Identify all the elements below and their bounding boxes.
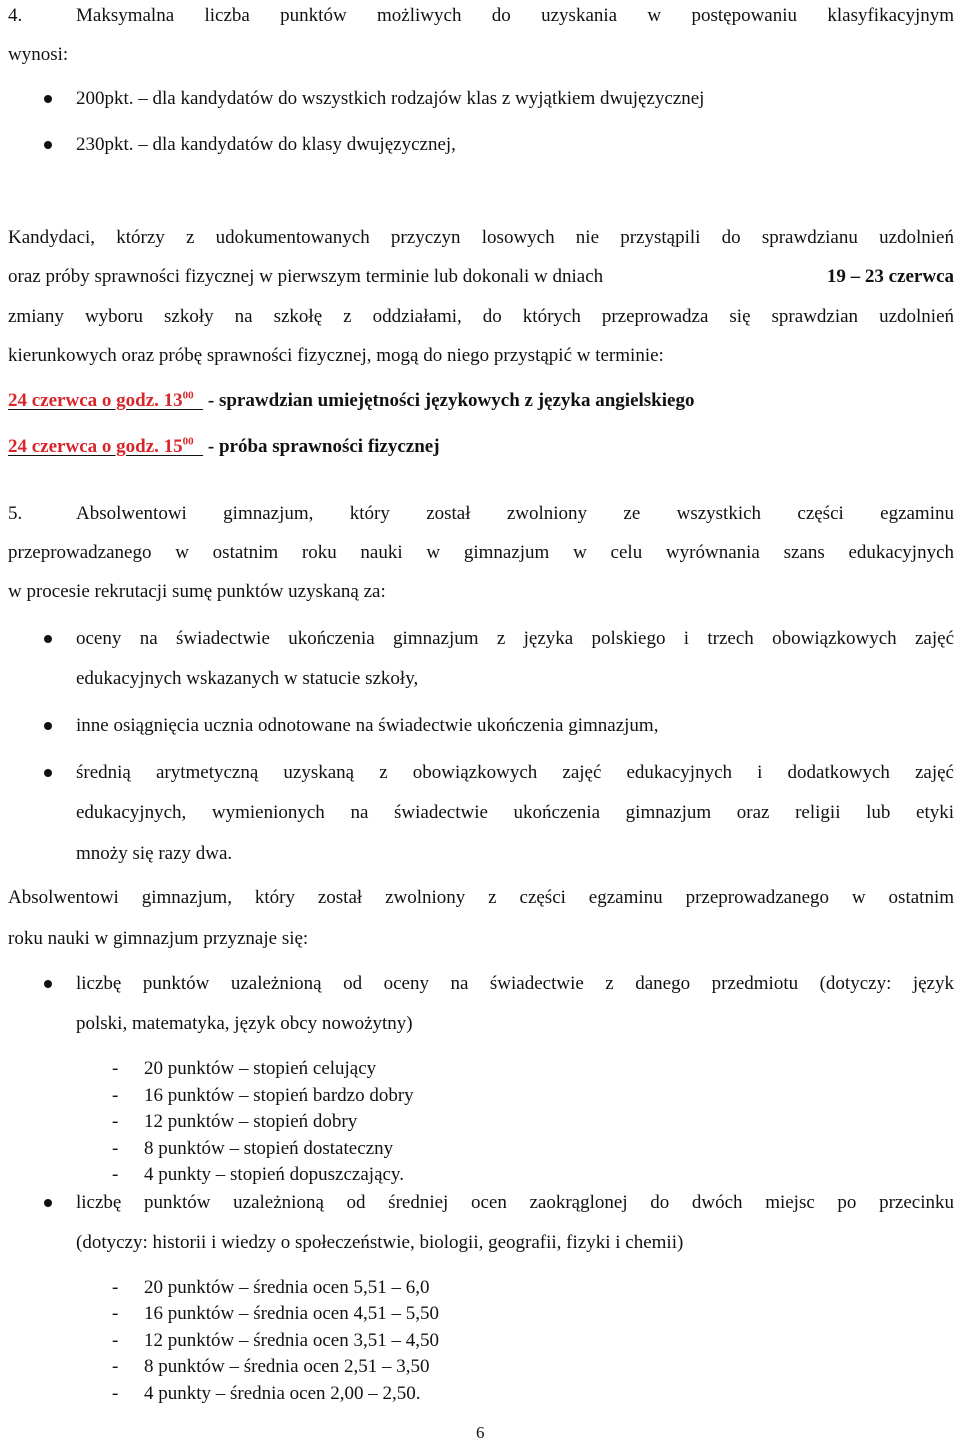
bullet-icon: [44, 769, 52, 777]
average-item-1: 20 punktów – średnia ocen 5,51 – 6,0: [144, 1277, 430, 1298]
section-5-number: 5.: [8, 503, 23, 524]
average-item-4: 8 punktów – średnia ocen 2,51 – 3,50: [144, 1356, 430, 1377]
dash-marker: -: [112, 1138, 119, 1159]
bullet-icon: [44, 141, 52, 149]
average-item-5: 4 punkty – średnia ocen 2,00 – 2,50.: [144, 1383, 421, 1404]
dash-marker: -: [112, 1111, 119, 1132]
partial-bullet-2-line-1: liczbę punktów uzależnioną od średniej ocen zaokrąglonej do dwóch miejsc po przecinku: [76, 1192, 954, 1213]
partial-line-2: roku nauki w gimnazjum przyznaje się:: [8, 928, 309, 949]
page-number: 6: [476, 1423, 485, 1442]
section-5-bullet-3-line-1: średnią arytmetyczną uzyskaną z obowiązkowych zajęć edukacyjnych i dodatkowych zajęć: [76, 762, 954, 783]
section-4-bullet-2: 230pkt. – dla kandydatów do klasy dwujęzycznej,: [76, 134, 456, 155]
grade-item-4: 8 punktów – stopień dostateczny: [144, 1138, 394, 1159]
schedule-date-1: 24 czerwca o godz. $13^{00}$: [8, 389, 194, 411]
schedule-date-2: 24 czerwca o godz. $15^{00}$: [8, 435, 194, 457]
schedule-item-2: [8, 437, 440, 456]
grade-item-5: 4 punkty – stopień dopuszczający.: [144, 1164, 404, 1185]
schedule-desc-2: - próba sprawności fizycznej: [203, 436, 440, 457]
bullet-icon: [44, 635, 52, 643]
section-5-bullet-2: inne osiągnięcia ucznia odnotowane na świadectwie ukończenia gimnazjum,: [76, 715, 659, 736]
candidates-dates: 19 – 23 czerwca: [826, 266, 954, 287]
candidates-line-1: Kandydaci, którzy z udokumentowanych przyczyn losowych nie przystąpili do sprawdzianu uzdolnień: [8, 227, 954, 248]
section-5-bullet-1-line-2: edukacyjnych wskazanych w statucie szkoły,: [76, 668, 419, 689]
section-5-bullet-3-line-2: edukacyjnych, wymienionych na świadectwie ukończenia gimnazjum oraz religii lub etyki: [76, 802, 954, 823]
schedule-desc-1: - sprawdzian umiejętności językowych z języka angielskiego: [203, 390, 695, 411]
bullet-icon: [44, 980, 52, 988]
partial-bullet-1-line-1: liczbę punktów uzależnioną od oceny na świadectwie z danego przedmiotu (dotyczy: język: [76, 973, 954, 994]
section-5-line-3: w procesie rekrutacji sumę punktów uzyskaną za:: [8, 581, 386, 602]
section-5-line-2: przeprowadzanego w ostatnim roku nauki w gimnazjum w celu wyrównania szans edukacyjnych: [8, 542, 954, 563]
partial-bullet-2-line-2: (dotyczy: historii i wiedzy o społeczeństwie, biologii, geografii, fizyki i chemii): [76, 1232, 684, 1253]
average-item-3: 12 punktów – średnia ocen 3,51 – 4,50: [144, 1330, 439, 1351]
dash-marker: -: [112, 1303, 119, 1324]
section-5-bullet-1-line-1: oceny na świadectwie ukończenia gimnazjum z języka polskiego i trzech obowiązkowych zajęć: [76, 628, 954, 649]
section-4-number: 4.: [8, 5, 23, 26]
partial-line-1: Absolwentowi gimnazjum, który został zwolniony z części egzaminu przeprowadzanego w ostatnim: [8, 887, 954, 908]
dash-marker: -: [112, 1330, 119, 1351]
section-4-line-2: wynosi:: [8, 44, 69, 65]
dash-marker: -: [112, 1085, 119, 1106]
section-5-line-1: Absolwentowi gimnazjum, który został zwolniony ze wszystkich części egzaminu: [76, 503, 954, 524]
candidates-line-2: [8, 267, 954, 286]
bullet-icon: [44, 95, 52, 103]
schedule-item-1: [8, 391, 694, 410]
grade-item-3: 12 punktów – stopień dobry: [144, 1111, 358, 1132]
average-item-2: 16 punktów – średnia ocen 4,51 – 5,50: [144, 1303, 439, 1324]
dash-marker: -: [112, 1383, 119, 1404]
grade-item-2: 16 punktów – stopień bardzo dobry: [144, 1085, 414, 1106]
dash-marker: -: [112, 1356, 119, 1377]
section-4-bullet-1: 200pkt. – dla kandydatów do wszystkich rodzajów klas z wyjątkiem dwujęzycznej: [76, 88, 705, 109]
bullet-icon: [44, 1199, 52, 1207]
dash-marker: -: [112, 1058, 119, 1079]
section-5-bullet-3-line-3: mnoży się razy dwa.: [76, 843, 233, 864]
candidates-line-2-text: oraz próby sprawności fizycznej w pierwszym terminie lub dokonali w dniach: [8, 266, 608, 287]
grade-item-1: 20 punktów – stopień celujący: [144, 1058, 377, 1079]
partial-bullet-1-line-2: polski, matematyka, język obcy nowożytny): [76, 1013, 413, 1034]
candidates-line-4: kierunkowych oraz próbę sprawności fizycznej, mogą do niego przystąpić w terminie:: [8, 345, 664, 366]
bullet-icon: [44, 722, 52, 730]
candidates-line-3: zmiany wyboru szkoły na szkołę z oddziałami, do których przeprowadza się sprawdzian uzdolnień: [8, 306, 954, 327]
dash-marker: -: [112, 1277, 119, 1298]
dash-marker: -: [112, 1164, 119, 1185]
section-4-line-1: Maksymalna liczba punktów możliwych do uzyskania w postępowaniu klasyfikacyjnym: [76, 5, 954, 26]
